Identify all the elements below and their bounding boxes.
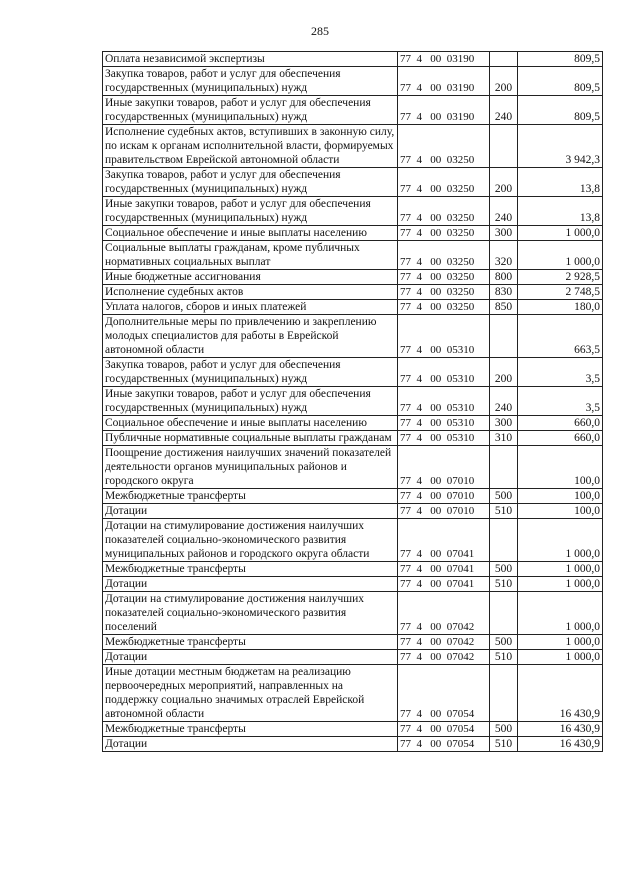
row-amount-cell: 3,5 [518, 358, 603, 387]
row-name-cell: Дотации [103, 650, 398, 665]
row-name-cell: Межбюджетные трансферты [103, 562, 398, 577]
row-code-cell: 77 4 00 07054 [398, 737, 490, 752]
row-expense-type-cell: 200 [490, 168, 518, 197]
row-code-cell: 77 4 00 03250 [398, 125, 490, 168]
table-row [103, 125, 603, 168]
row-code-cell: 77 4 00 07010 [398, 489, 490, 504]
row-amount-cell: 660,0 [518, 431, 603, 446]
row-amount-cell: 1 000,0 [518, 650, 603, 665]
row-amount-cell: 13,8 [518, 197, 603, 226]
row-code-cell: 77 4 00 03250 [398, 300, 490, 315]
row-name-cell: Межбюджетные трансферты [103, 489, 398, 504]
row-code-cell: 77 4 00 05310 [398, 416, 490, 431]
table-row [103, 387, 603, 416]
row-amount-cell: 809,5 [518, 67, 603, 96]
row-name-cell: Социальное обеспечение и иные выплаты населению [103, 226, 398, 241]
row-expense-type-cell: 300 [490, 416, 518, 431]
table-row [103, 446, 603, 489]
row-name-cell: Исполнение судебных актов [103, 285, 398, 300]
row-code-cell: 77 4 00 03190 [398, 67, 490, 96]
row-amount-cell: 100,0 [518, 489, 603, 504]
table-row [103, 52, 603, 67]
row-expense-type-cell: 240 [490, 96, 518, 125]
row-code-cell: 77 4 00 03190 [398, 52, 490, 67]
row-expense-type-cell [490, 665, 518, 722]
row-amount-cell: 180,0 [518, 300, 603, 315]
row-amount-cell: 1 000,0 [518, 226, 603, 241]
row-code-cell: 77 4 00 07042 [398, 635, 490, 650]
row-expense-type-cell: 510 [490, 650, 518, 665]
row-code-cell: 77 4 00 07041 [398, 519, 490, 562]
table-row [103, 300, 603, 315]
row-name-cell: Закупка товаров, работ и услуг для обеспечения государственных (муниципальных) нужд [103, 67, 398, 96]
table-row [103, 315, 603, 358]
table-row [103, 226, 603, 241]
row-expense-type-cell: 510 [490, 504, 518, 519]
row-code-cell: 77 4 00 05310 [398, 315, 490, 358]
row-amount-cell: 3,5 [518, 387, 603, 416]
row-name-cell: Публичные нормативные социальные выплаты гражданам [103, 431, 398, 446]
row-amount-cell: 663,5 [518, 315, 603, 358]
row-amount-cell: 1 000,0 [518, 562, 603, 577]
row-name-cell: Социальные выплаты гражданам, кроме публичных нормативных социальных выплат [103, 241, 398, 270]
row-code-cell: 77 4 00 03250 [398, 285, 490, 300]
row-amount-cell: 1 000,0 [518, 519, 603, 562]
table-row [103, 577, 603, 592]
row-expense-type-cell [490, 52, 518, 67]
table-row [103, 67, 603, 96]
row-name-cell: Дотации [103, 577, 398, 592]
row-amount-cell: 1 000,0 [518, 577, 603, 592]
row-expense-type-cell: 300 [490, 226, 518, 241]
row-expense-type-cell [490, 125, 518, 168]
row-code-cell: 77 4 00 07041 [398, 562, 490, 577]
row-expense-type-cell [490, 315, 518, 358]
row-amount-cell: 1 000,0 [518, 635, 603, 650]
row-amount-cell: 2 748,5 [518, 285, 603, 300]
row-name-cell: Иные закупки товаров, работ и услуг для обеспечения государственных (муниципальных) нужд [103, 96, 398, 125]
row-amount-cell: 809,5 [518, 96, 603, 125]
row-code-cell: 77 4 00 03250 [398, 241, 490, 270]
row-name-cell: Дотации на стимулирование достижения наилучших показателей социально-экономического развития муниципальных районов и городского округа области [103, 519, 398, 562]
row-name-cell: Закупка товаров, работ и услуг для обеспечения государственных (муниципальных) нужд [103, 358, 398, 387]
table-row [103, 722, 603, 737]
row-amount-cell: 100,0 [518, 446, 603, 489]
row-name-cell: Социальное обеспечение и иные выплаты населению [103, 416, 398, 431]
table-row [103, 416, 603, 431]
row-name-cell: Дополнительные меры по привлечению и закреплению молодых специалистов для работы в Еврейской автономной области [103, 315, 398, 358]
row-expense-type-cell: 240 [490, 197, 518, 226]
row-expense-type-cell [490, 519, 518, 562]
row-code-cell: 77 4 00 03250 [398, 168, 490, 197]
row-name-cell: Иные закупки товаров, работ и услуг для обеспечения государственных (муниципальных) нужд [103, 387, 398, 416]
row-amount-cell: 1 000,0 [518, 241, 603, 270]
row-code-cell: 77 4 00 07054 [398, 665, 490, 722]
table-row [103, 197, 603, 226]
row-amount-cell: 16 430,9 [518, 722, 603, 737]
row-name-cell: Поощрение достижения наилучших значений показателей деятельности органов муниципальных районов и городского округа [103, 446, 398, 489]
row-amount-cell: 100,0 [518, 504, 603, 519]
table-row [103, 504, 603, 519]
row-amount-cell: 809,5 [518, 52, 603, 67]
table-row [103, 270, 603, 285]
row-expense-type-cell: 500 [490, 489, 518, 504]
row-name-cell: Закупка товаров, работ и услуг для обеспечения государственных (муниципальных) нужд [103, 168, 398, 197]
table-row [103, 285, 603, 300]
table-row [103, 96, 603, 125]
row-expense-type-cell: 500 [490, 722, 518, 737]
table-row [103, 519, 603, 562]
row-expense-type-cell: 850 [490, 300, 518, 315]
row-amount-cell: 1 000,0 [518, 592, 603, 635]
budget-table-body [103, 52, 603, 752]
row-code-cell: 77 4 00 07010 [398, 446, 490, 489]
row-name-cell: Дотации [103, 504, 398, 519]
table-row [103, 431, 603, 446]
row-expense-type-cell: 200 [490, 358, 518, 387]
table-row [103, 562, 603, 577]
row-expense-type-cell: 800 [490, 270, 518, 285]
table-row [103, 168, 603, 197]
table-row [103, 241, 603, 270]
row-amount-cell: 660,0 [518, 416, 603, 431]
table-row [103, 489, 603, 504]
row-expense-type-cell: 310 [490, 431, 518, 446]
row-name-cell: Дотации на стимулирование достижения наилучших показателей социально-экономического развития поселений [103, 592, 398, 635]
table-row [103, 635, 603, 650]
row-code-cell: 77 4 00 05310 [398, 431, 490, 446]
row-amount-cell: 3 942,3 [518, 125, 603, 168]
table-row [103, 737, 603, 752]
row-name-cell: Оплата независимой экспертизы [103, 52, 398, 67]
table-row [103, 358, 603, 387]
row-name-cell: Исполнение судебных актов, вступивших в законную силу, по искам к органам исполнительной власти, формируемых правительством Еврейской автономной области [103, 125, 398, 168]
row-code-cell: 77 4 00 07054 [398, 722, 490, 737]
row-expense-type-cell [490, 446, 518, 489]
row-code-cell: 77 4 00 07041 [398, 577, 490, 592]
page-number: 285 [311, 24, 329, 38]
row-code-cell: 77 4 00 03190 [398, 96, 490, 125]
row-amount-cell: 13,8 [518, 168, 603, 197]
row-code-cell: 77 4 00 03250 [398, 270, 490, 285]
row-expense-type-cell: 500 [490, 562, 518, 577]
row-code-cell: 77 4 00 05310 [398, 387, 490, 416]
row-name-cell: Межбюджетные трансферты [103, 635, 398, 650]
row-name-cell: Иные закупки товаров, работ и услуг для обеспечения государственных (муниципальных) нужд [103, 197, 398, 226]
row-amount-cell: 16 430,9 [518, 665, 603, 722]
row-code-cell: 77 4 00 03250 [398, 226, 490, 241]
row-name-cell: Иные дотации местным бюджетам на реализацию первоочередных мероприятий, направленных на поддержку социально значимых отраслей Еврейской автономной области [103, 665, 398, 722]
row-name-cell: Дотации [103, 737, 398, 752]
row-expense-type-cell: 500 [490, 635, 518, 650]
table-row [103, 665, 603, 722]
row-expense-type-cell: 240 [490, 387, 518, 416]
row-code-cell: 77 4 00 07042 [398, 592, 490, 635]
budget-table [102, 51, 603, 752]
row-expense-type-cell [490, 592, 518, 635]
row-code-cell: 77 4 00 05310 [398, 358, 490, 387]
row-expense-type-cell: 200 [490, 67, 518, 96]
row-code-cell: 77 4 00 03250 [398, 197, 490, 226]
row-name-cell: Иные бюджетные ассигнования [103, 270, 398, 285]
row-expense-type-cell: 510 [490, 577, 518, 592]
row-code-cell: 77 4 00 07042 [398, 650, 490, 665]
row-amount-cell: 2 928,5 [518, 270, 603, 285]
row-amount-cell: 16 430,9 [518, 737, 603, 752]
row-expense-type-cell: 510 [490, 737, 518, 752]
row-expense-type-cell: 830 [490, 285, 518, 300]
table-row [103, 592, 603, 635]
table-row [103, 650, 603, 665]
row-code-cell: 77 4 00 07010 [398, 504, 490, 519]
row-expense-type-cell: 320 [490, 241, 518, 270]
row-name-cell: Уплата налогов, сборов и иных платежей [103, 300, 398, 315]
row-name-cell: Межбюджетные трансферты [103, 722, 398, 737]
